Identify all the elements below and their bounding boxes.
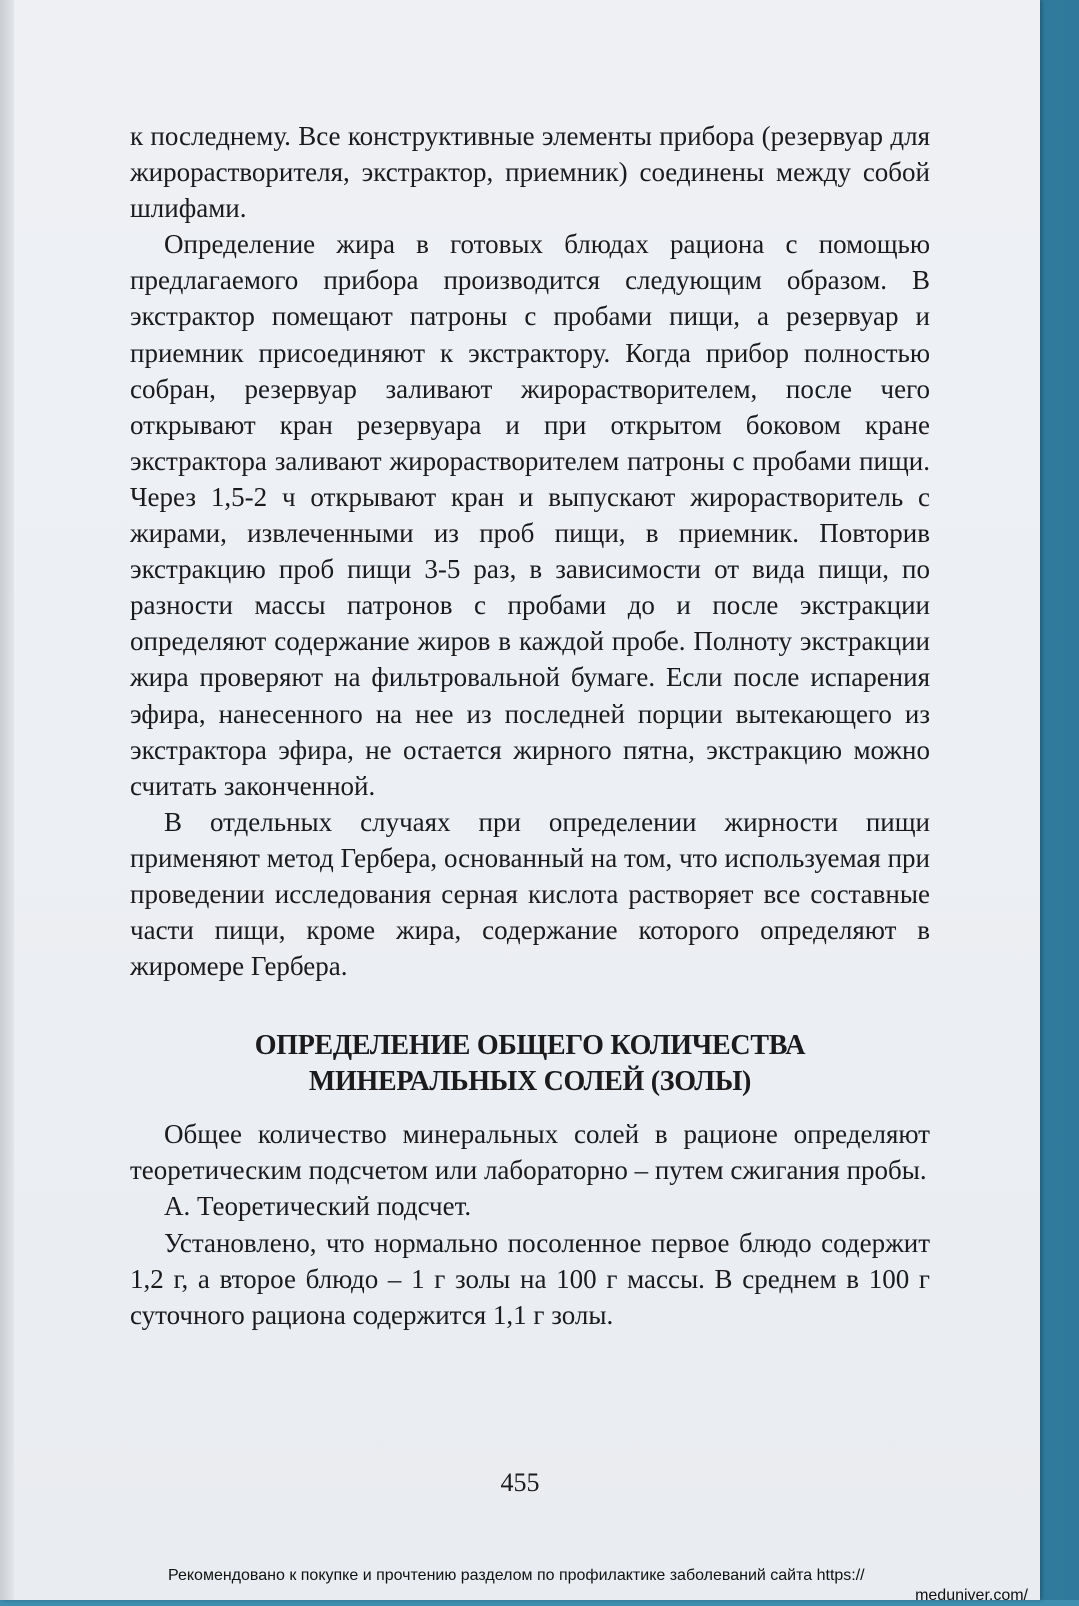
footer-text-line-2[interactable]: meduniver.com/ [915,1587,1028,1604]
footer-text-line-1: Рекомендовано к покупке и прочтению разделом по профилактике заболеваний сайта https:// [168,1567,865,1584]
paragraph-gerber-method: В отдельных случаях при определении жирности пищи применяют метод Гербера, основанный на том, что используемая при проведении исследования серная кислота растворяет все составные части пищи, кроме жира, содержание которого определяют в жиромере Гербера. [130,806,930,982]
paragraph-ash-content: Установлено, что нормально посоленное первое блюдо содержит 1,2 г, а второе блюдо – 1 г золы на 100 г массы. В среднем в 100 г суточного рациона содержится 1,1 г золы. [130,1227,930,1330]
section-heading-line-2: МИНЕРАЛЬНЫХ СОЛЕЙ (ЗОЛЫ) [308,1066,752,1098]
paragraph-theoretical-calc: А. Теоретический подсчет. [164,1191,472,1222]
paragraph-continuation: к последнему. Все конструктивные элементы прибора (резервуар для жирорастворителя, экстрактор, приемник) соединены между собой шлифами. [130,121,930,224]
paragraph-mineral-salts-intro: Общее количество минеральных солей в рационе определяют теоретическим подсчетом или лабораторно – путем сжигания пробы. [130,1119,930,1186]
page-number: 455 [500,1468,540,1497]
page-text-body [130,118,930,1333]
section-heading-line-1: ОПРЕДЕЛЕНИЕ ОБЩЕГО КОЛИЧЕСТВА [254,1030,806,1062]
page-binding-edge [0,0,14,1600]
section-heading [130,1028,930,1100]
footer-recommendation [168,1566,1068,1606]
paragraph-fat-determination: Определение жира в готовых блюдах рациона с помощью предлагаемого прибора производится следующим образом. В экстрактор помещают патроны с пробами пищи, а резервуар и приемник присоединяют к экстрактору. Когда прибор полностью собран, резервуар заливают жирорастворителем, после чего открывают кран резервуара и при открытом боковом кране экстрактора заливают жирорастворителем патроны с пробами пищи. Через 1,5-2 ч открывают кран и выпускают жирорастворитель с жирами, извлеченными из проб пищи, в приемник. Повторив экстракцию проб пищи 3-5 раз, в зависимости от вида пищи, по разности массы патронов с пробами до и после экстракции определяют содержание жиров в каждой пробе. Полноту экстракции жира проверяют на фильтровальной бумаге. Если после испарения эфира, нанесенного на нее из последней порции вытекающего из экстрактора эфира, не остается жирного пятна, экстракцию можно считать законченной. [130,229,930,801]
